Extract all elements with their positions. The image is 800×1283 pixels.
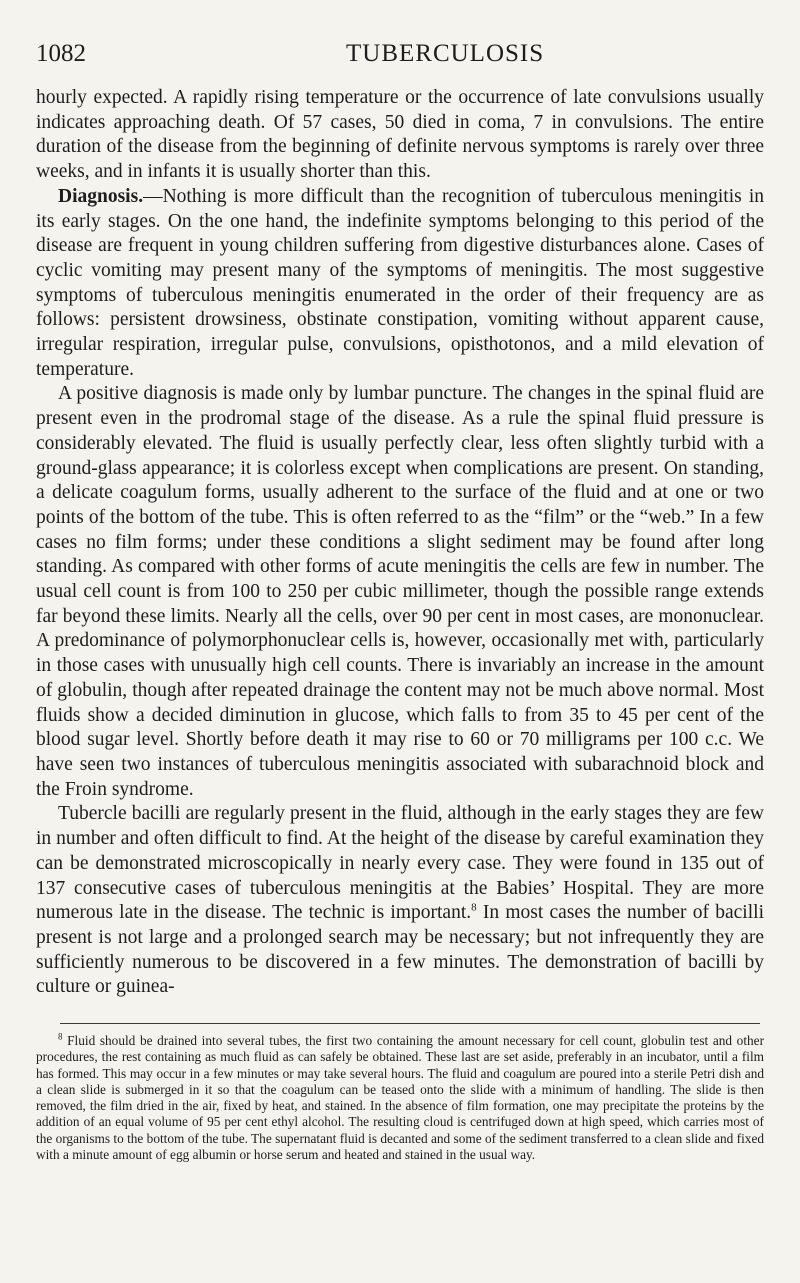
body-text <box>36 86 764 1000</box>
paragraph-diagnosis <box>36 185 764 383</box>
bacilli-text-part1: Tubercle bacilli are regularly present in the fluid, although in the early stages they are few in number and often difficult to find. At the height of the disease by careful examination they can be demonstrated microscopically in nearly every case. They were found in 135 out of 137 consecutive cases of tuberculous meningitis at the Babies’ Hospital. They are more numerous late in the disease. The technic is important. <box>36 803 764 924</box>
footnote <box>36 1033 764 1163</box>
footnote-text: Fluid should be drained into several tubes, the first two containing the amount necessary for cell count, globulin test and other procedures, the rest containing as much fluid as can safely be obtained. These last are set aside, preferably in an incubator, until a film has formed. This may occur in a few minutes or may take several hours. The fluid and coagulum are poured into a sterile Petri dish and a clean slide is submerged in it so that the coagulum can be teased onto the slide with a minimum of handling. The slide is then removed, the film dried in the air, fixed by heat, and stained. In the absence of film formation, one may precipitate the proteins by the addition of an equal volume of 95 per cent ethyl alcohol. The resulting cloud is centrifuged down at high speed, which carries most of the organisms to the bottom of the tube. The supernatant fluid is decanted and some of the sediment transferred to a clean slide and fixed with a minute amount of egg albumin or horse serum and heated and stained in the usual way. <box>36 1033 764 1163</box>
footnote-reference: 8 <box>471 901 477 914</box>
page-header <box>36 40 764 80</box>
paragraph-tubercle-bacilli <box>36 802 764 1000</box>
running-title: TUBERCULOSIS <box>346 40 545 67</box>
paragraph-prognosis-end: hourly expected. A rapidly rising temperature or the occurrence of late convulsions usually indicates approaching death. Of 57 cases, 50 died in coma, 7 in convulsions. The entire duration of the disease from the beginning of definite nervous symptoms is rarely over three weeks, and in infants it is usually shorter than this. <box>36 87 764 183</box>
section-heading-diagnosis: Diagnosis. <box>58 185 144 207</box>
bacilli-text-part2: In most cases the number of bacilli present is not large and a prolonged search may be necessary; but not infrequently they are sufficiently numerous to be discovered in a few minutes. The demonstration of bacilli by culture or guinea- <box>36 902 764 998</box>
footnote-paragraph <box>36 1033 764 1163</box>
footnote-marker: 8 <box>58 1031 63 1042</box>
diagnosis-text: —Nothing is more difficult than the recognition of tuberculous meningitis in its early stages. On the one hand, the indefinite symptoms belonging to this period of the disease are frequent in young children suffering from digestive disturbances alone. Cases of cyclic vomiting may present many of the symptoms of meningitis. The most suggestive symptoms of tuberculous meningitis enumerated in the order of their frequency are as follows: persistent drowsiness, obstinate constipation, vomiting without apparent cause, irregular respiration, irregular pulse, convulsions, opisthotonos, and a mild elevation of temperature. <box>36 185 764 380</box>
page-number: 1082 <box>36 40 86 67</box>
paragraph-lumbar-puncture: A positive diagnosis is made only by lumbar puncture. The changes in the spinal fluid are present even in the prodromal stage of the disease. As a rule the spinal fluid pressure is considerably elevated. The fluid is usually perfectly clear, less often slightly turbid with a ground-glass appearance; it is colorless except when complications are present. On standing, a delicate coagulum forms, usually adherent to the surface of the fluid and at one or two points of the bottom of the tube. This is often referred to as the “film” or the “web.” In a few cases no film forms; under these conditions a slight sediment may be found after long standing. As compared with other forms of acute meningitis the cells are few in number. The usual cell count is from 100 to 250 per cubic millimeter, though the possible range extends far beyond these limits. Nearly all the cells, over 90 per cent in most cases, are mononuclear. A predominance of polymorphonuclear cells is, however, occasionally met with, particularly in those cases with unusually high cell counts. There is invariably an increase in the amount of globulin, though after repeated drainage the content may not be much above normal. Most fluids show a decided diminution in glucose, which falls to from 35 to 45 per cent of the blood sugar level. Shortly before death it may rise to 60 or 70 milligrams per 100 c.c. We have seen two instances of tuberculous meningitis associated with subarachnoid block and the Froin syndrome. <box>36 383 764 800</box>
footnote-rule <box>60 1023 760 1024</box>
